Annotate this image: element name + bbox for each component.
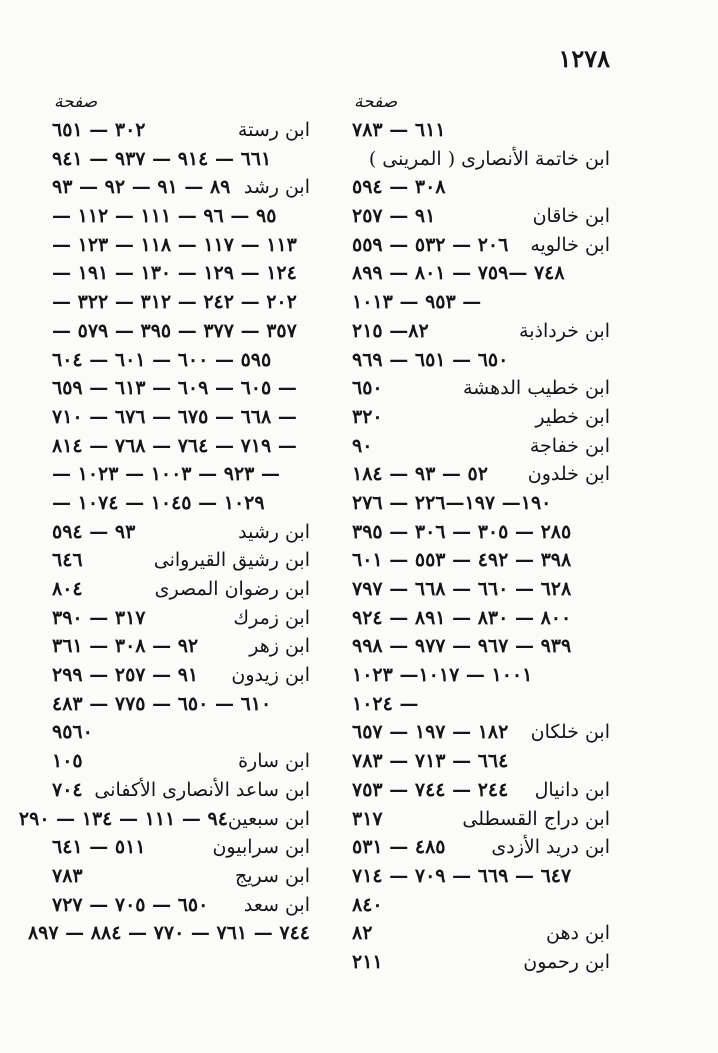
entry-pages: — ٧١٩ — ٧٦٤ — ٧٦٨ — ٨١٤: [52, 434, 297, 457]
entry-name: ابن خلدون: [527, 463, 610, 486]
index-entry: [352, 346, 610, 375]
entry-pages: ١١٣ — ١١٧ — ١١٨ — ١٢٣ —: [52, 233, 297, 256]
index-entry: [352, 317, 610, 346]
entry-pages: [352, 145, 369, 174]
entry-name: ابن سرابيون: [212, 836, 310, 859]
index-entry: [352, 862, 610, 891]
entry-pages: ٦١١ — ٧٨٣: [352, 119, 446, 141]
entry-name: ابن خرداذبة: [519, 319, 610, 342]
entry-pages: ٦٤٦: [52, 549, 83, 572]
entry-pages: ٨٠٠ — ٨٣٠ — ٨٩١ — ٩٢٤: [352, 606, 572, 629]
index-entry: [352, 747, 610, 776]
index-entry: [352, 403, 610, 432]
index-entry: [18, 805, 310, 834]
index-entry: [352, 116, 610, 145]
index-entry: [352, 518, 610, 547]
entry-name: ابن رشد: [243, 176, 310, 199]
entry-pages: ٤٨٥ — ٥٣١: [352, 836, 446, 859]
entry-pages: ٦٢٨ — ٦٦٠ — ٦٦٨ — ٧٩٧: [352, 578, 572, 600]
index-entry: [352, 575, 610, 604]
entry-name: ابن خاقان: [532, 205, 610, 228]
index-entry: [52, 317, 310, 346]
entry-name: ابن دهن: [545, 922, 610, 945]
entry-pages: ٩٥ — ٩٦ — ١١١ — ١١٢ —: [52, 205, 277, 228]
entry-name: ابن خاتمة الأنصارى ( المرينى ): [368, 147, 610, 170]
index-entry: [352, 173, 610, 202]
entry-pages: ٧٤٨ —٧٥٩ — ٨٠١ — ٨٩٩: [352, 262, 565, 285]
entry-pages: ١٩٠— ١٩٧—٢٢٦ — ٢٧٦: [352, 491, 552, 514]
entry-name: ابن سارة: [238, 750, 310, 773]
index-entry: [52, 202, 310, 231]
entry-pages: — ٩٥٣ — ١٠١٣: [352, 291, 482, 314]
index-entry: [352, 231, 610, 260]
entry-name: ابن زيدون: [231, 664, 310, 687]
index-entry: [52, 718, 310, 747]
index-entry: [352, 661, 610, 690]
entry-pages: ٢٤٤ — ٧٤٤ — ٧٥٣: [352, 778, 509, 801]
entry-pages: ٦٥٠ — ٦٥١ — ٩٦٩: [352, 348, 509, 371]
entry-pages: ٢٠٢ — ٢٤٢ — ٣١٢ — ٣٢٢ —: [52, 291, 297, 314]
entry-pages: ٦٦٤ — ٧١٣ — ٧٨٣: [352, 750, 509, 773]
index-entry: [352, 690, 610, 719]
entry-pages: ٢١١: [352, 950, 383, 973]
entry-pages: — ٦٦٨ — ٦٧٥ — ٦٧٦ — ٧١٠: [52, 405, 297, 428]
entry-pages: ٢٨٥ — ٣٠٥ — ٣٠٦ — ٣٩٥: [352, 520, 572, 543]
index-entry: [352, 948, 610, 977]
entry-name: ابن دانيال: [534, 778, 610, 801]
entry-name: ابن رستة: [237, 119, 310, 141]
entry-name: ابن سبعين: [227, 807, 310, 830]
entry-name: ابن رشيق القيروانى: [153, 549, 310, 572]
index-entry: [352, 833, 610, 862]
entry-pages: ٧٠٤: [52, 778, 83, 801]
entry-pages: ١٨٢ — ١٩٧ — ٦٥٧: [352, 721, 509, 744]
index-entry: [52, 575, 310, 604]
entry-name: ابن زمرك: [233, 606, 310, 629]
entry-pages: ٨٩ — ٩١ — ٩٢ — ٩٣: [52, 176, 231, 199]
entry-pages: ٣٩٨ — ٤٩٢ — ٥٥٣ — ٦٠١: [352, 549, 572, 572]
entry-pages: ٥٢ — ٩٣ — ١٨٤: [352, 463, 488, 486]
entry-name: ابن رشيد: [238, 520, 310, 543]
entry-pages: ٩٠: [352, 434, 373, 457]
index-entry: [52, 288, 310, 317]
entry-name: ابن سعد: [243, 893, 310, 916]
entry-name: ابن سريج: [234, 864, 310, 887]
entry-pages: ٩٢ — ٣٠٨ — ٣٦١: [52, 635, 199, 658]
index-column-left: [18, 88, 310, 948]
index-entry: [52, 632, 310, 661]
entry-pages: ٧٨٣: [52, 864, 83, 887]
index-entry: [352, 632, 610, 661]
entry-pages: ٩٤ — ١١١ — ١٣٤ — ٢٩٠: [18, 807, 228, 830]
index-entry: [52, 891, 310, 920]
page-number: ١٢٧٨: [558, 44, 610, 73]
index-entry: [52, 776, 310, 805]
entry-name: ابن خطيب الدهشة: [462, 377, 610, 400]
index-entry: [352, 805, 610, 834]
entry-name: ابن دريد الأزدى: [491, 836, 610, 859]
entry-pages: ٩١ — ٢٥٧: [352, 205, 436, 228]
entry-pages: ١٠٢٩ — ١٠٤٥ — ١٠٧٤ —: [52, 491, 265, 514]
entry-pages: ٩٣٩ — ٩٦٧ — ٩٧٧ — ٩٩٨: [352, 635, 572, 658]
entry-pages: ٣١٧: [352, 807, 383, 830]
entry-name: ابن رحمون: [523, 950, 610, 973]
index-entry: [52, 231, 310, 260]
entry-pages: ٦٥٠: [352, 377, 383, 400]
index-entry: [52, 145, 310, 174]
index-entry: [27, 919, 310, 948]
index-entry: [52, 116, 310, 145]
index-entry: [352, 145, 610, 174]
index-entry: [352, 919, 610, 948]
index-entry: [52, 747, 310, 776]
entry-pages: ١٠٥: [52, 750, 83, 773]
index-entry: [352, 604, 610, 633]
index-column-right: [352, 88, 610, 977]
index-entry: [352, 374, 610, 403]
entry-name: ابن زهر: [249, 635, 310, 658]
entry-pages: ٣٠٨ — ٥٩٤: [352, 176, 446, 199]
entry-pages: — ٩٢٣ — ١٠٠٣ — ١٠٢٣ —: [52, 463, 280, 486]
entry-pages: ٥١١ — ٦٤١: [52, 836, 146, 859]
index-entry: [352, 489, 610, 518]
entry-pages: ١٠٠١ — ١٠١٧— ١٠٢٣: [352, 664, 533, 687]
entry-pages: ٥٩٥ — ٦٠٠ — ٦٠١ — ٦٠٤: [52, 348, 272, 371]
index-entry: [352, 259, 610, 288]
index-entry: [352, 546, 610, 575]
entry-name: ابن ساعد الأنصارى الأكفانى: [94, 778, 310, 801]
index-entry: [52, 862, 310, 891]
entry-name: ابن رضوان المصرى: [154, 578, 310, 600]
index-entry: [352, 288, 610, 317]
entry-pages: ٣٠٢ — ٦٥١: [52, 119, 146, 141]
entry-pages: ٢٠٦ — ٥٣٢ — ٥٥٩: [352, 233, 509, 256]
entry-pages: ٩٣ — ٥٩٤: [52, 520, 136, 543]
entry-name: ابن خفاجة: [529, 434, 610, 457]
index-entry: [52, 833, 310, 862]
entry-pages: — ٦٠٥ — ٦٠٩ — ٦١٣ — ٦٥٩: [52, 377, 297, 400]
entry-pages: ٦١٠ — ٦٥٠ — ٧٧٥ — ٤٨٣: [52, 692, 272, 715]
index-entry: [352, 718, 610, 747]
entry-pages: ١٢٤ — ١٢٩ — ١٣٠ — ١٩١ —: [52, 262, 297, 285]
index-entry: [52, 374, 310, 403]
entry-pages: ٨٢— ٢١٥: [352, 319, 429, 342]
entry-pages: — ١٠٢٤: [352, 692, 419, 715]
entry-name: ابن خالويه: [530, 233, 610, 256]
entry-pages: ٣١٧ — ٣٩٠: [52, 606, 146, 629]
index-entry: [52, 259, 310, 288]
entry-name: ابن خطير: [535, 405, 610, 428]
entry-pages: ٦٤٧ — ٦٦٩ — ٧٠٩ — ٧١٤: [352, 864, 572, 887]
index-entry: [352, 460, 610, 489]
entry-name: ابن خلكان: [530, 721, 610, 744]
index-entry: [52, 518, 310, 547]
index-entry: [52, 432, 310, 461]
entry-pages: ٨٤٠: [352, 893, 383, 916]
entry-pages: ٨٠٤: [52, 578, 83, 600]
index-entry: [52, 604, 310, 633]
index-entry: [352, 891, 610, 920]
column-header: صفحة: [54, 92, 98, 112]
entry-pages: ٣٥٧ — ٣٧٧ — ٣٩٥ — ٥٧٩ —: [52, 319, 297, 342]
index-entry: [52, 661, 310, 690]
entry-pages: ٦٦١ — ٩١٤ — ٩٣٧ — ٩٤١: [52, 147, 272, 170]
index-entry: [352, 776, 610, 805]
column-header: صفحة: [354, 92, 398, 112]
entry-pages: ٨٢: [352, 922, 373, 945]
entry-pages: ٩١ — ٢٥٧ — ٢٩٩: [52, 664, 199, 687]
index-entry: [52, 690, 310, 719]
index-entry: [352, 432, 610, 461]
index-entry: [52, 460, 310, 489]
index-entry: [52, 403, 310, 432]
index-entry: [52, 546, 310, 575]
index-entry: [52, 489, 310, 518]
entry-pages: ٣٢٠: [352, 405, 383, 428]
entry-pages: ٩٥٦٠: [52, 721, 93, 744]
entry-pages: ٧٤٤ — ٧٦١ — ٧٧٠ — ٨٨٤ — ٨٩٧: [27, 922, 310, 945]
index-entry: [52, 173, 310, 202]
index-entry: [52, 346, 310, 375]
entry-pages: ٦٥٠ — ٧٠٥ — ٧٢٧: [52, 893, 209, 916]
index-entry: [352, 202, 610, 231]
entry-name: ابن دراج القسطلى: [462, 807, 610, 830]
